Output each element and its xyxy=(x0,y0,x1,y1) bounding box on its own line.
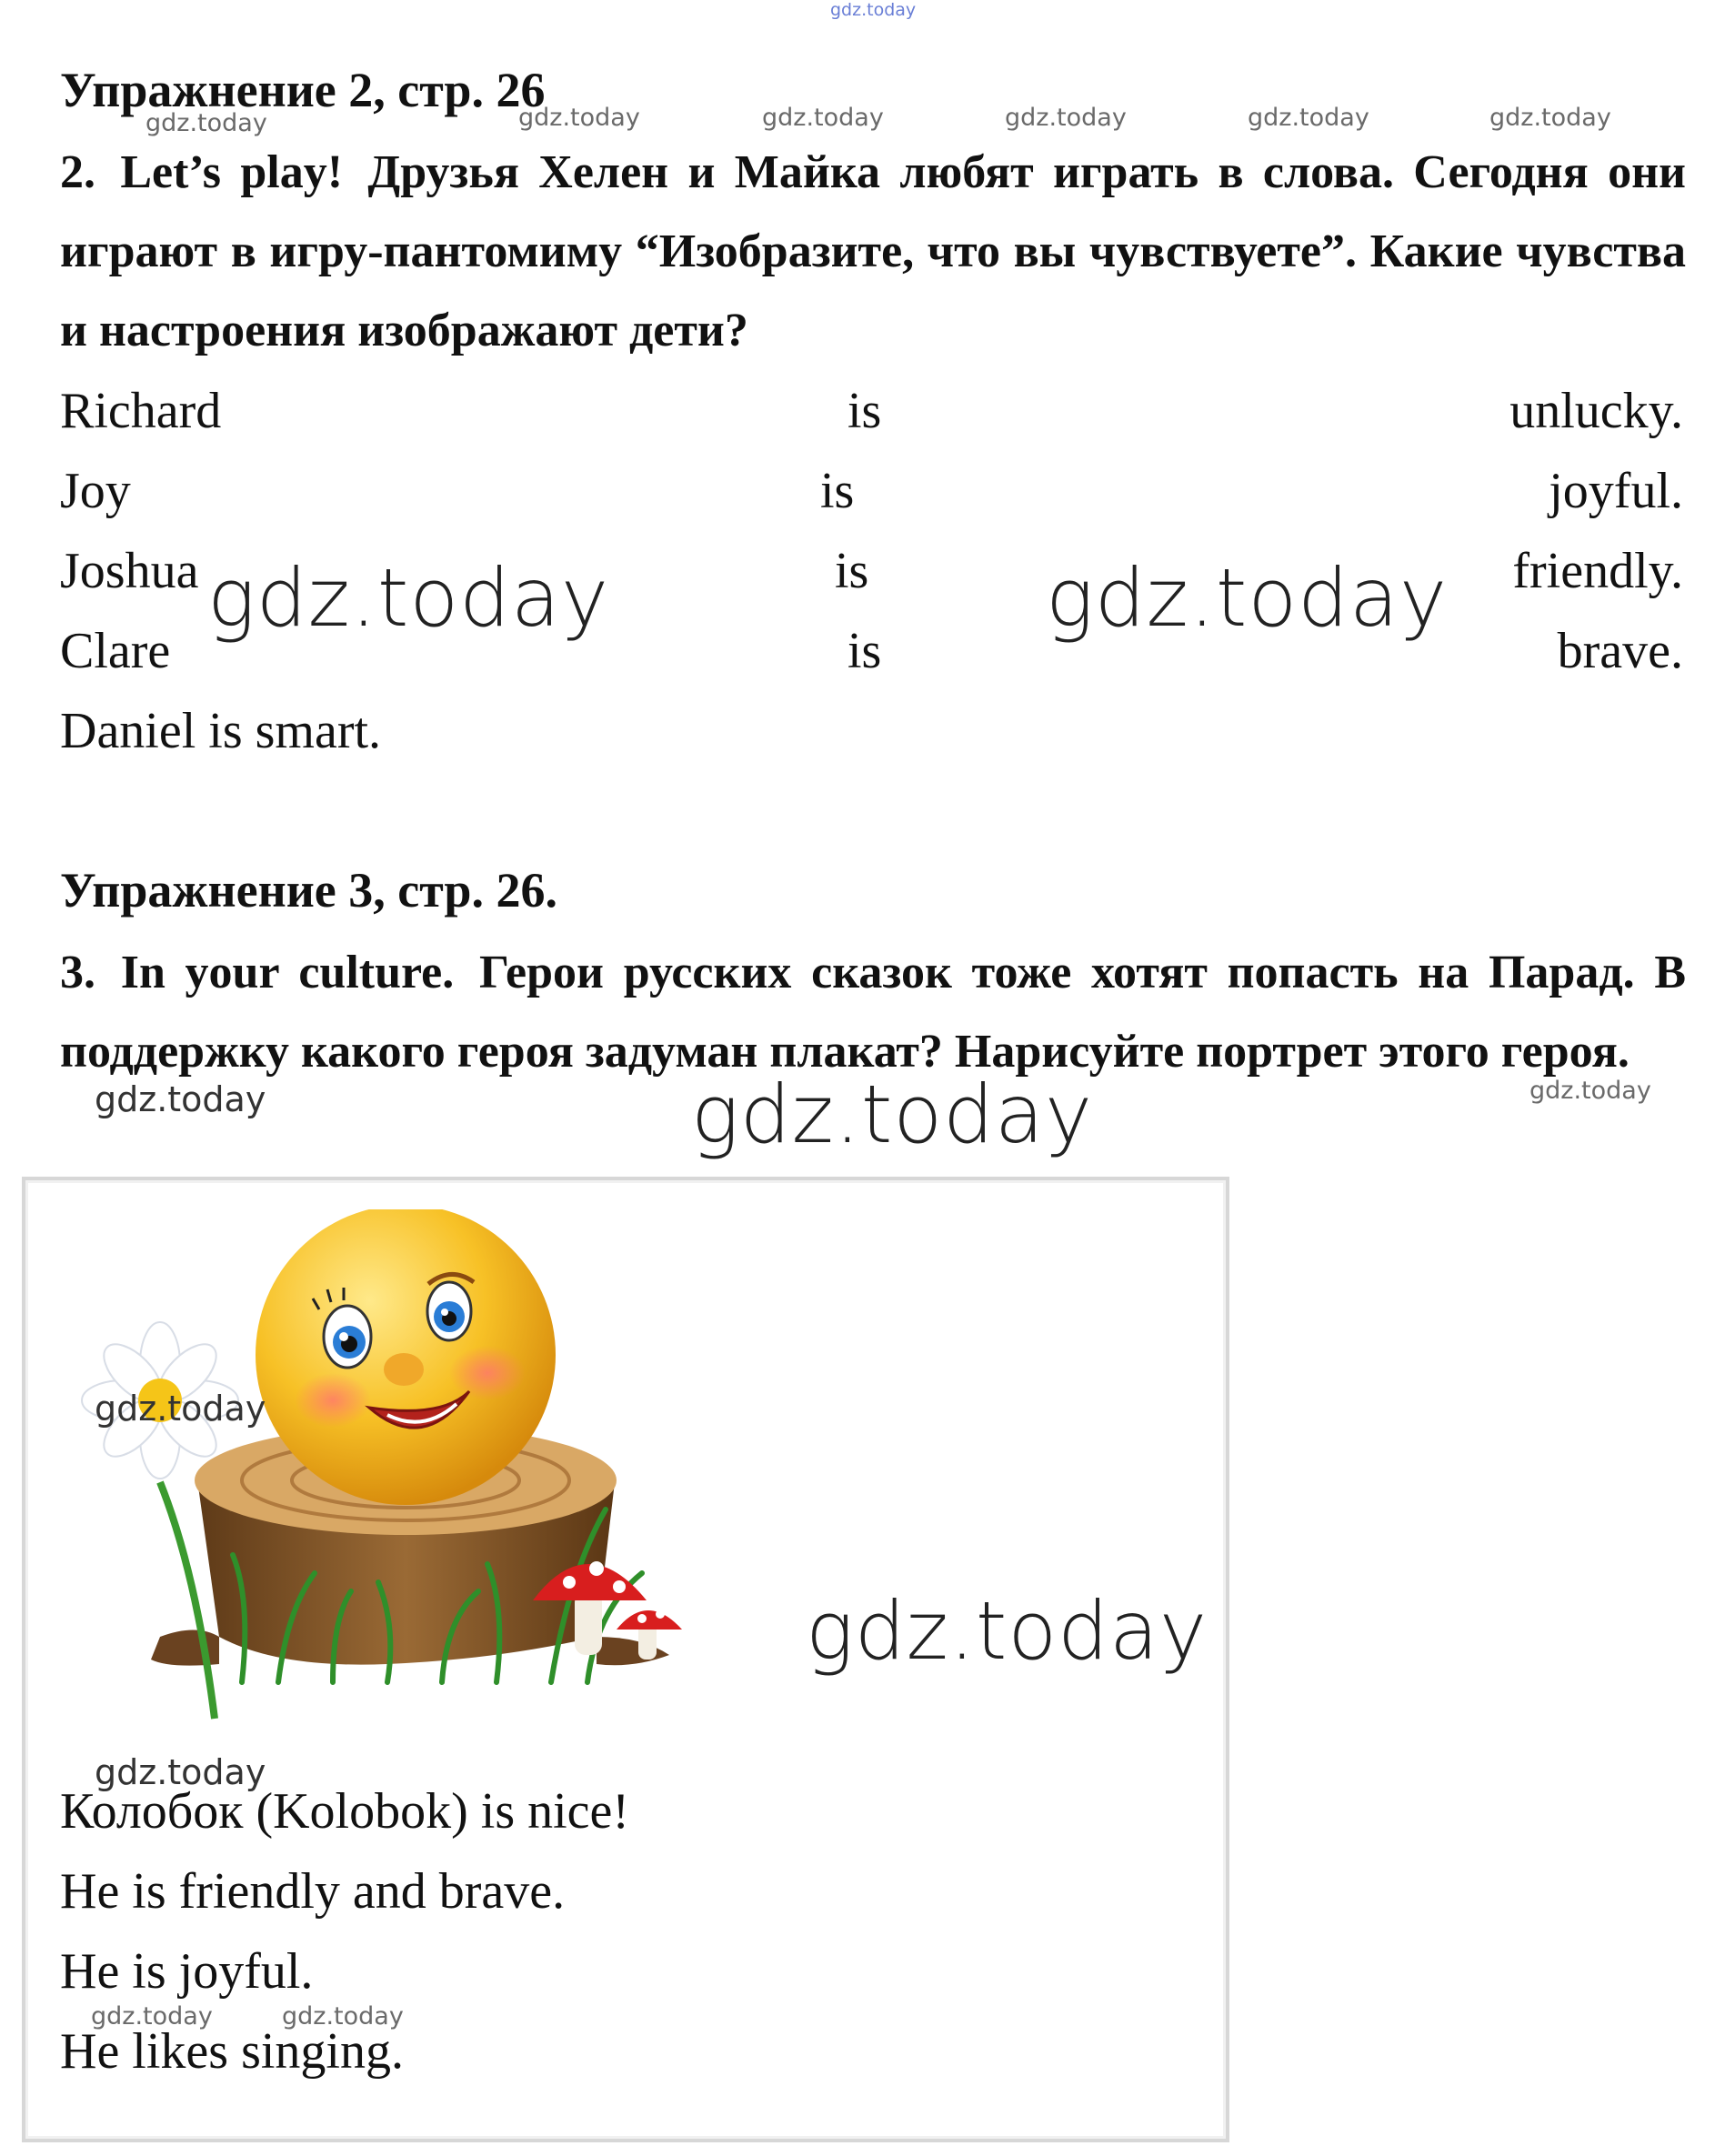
task-instruction: Друзья Хелен и Майка любят играть в слова. Сегодня они играют в игру-пантомиму “Изобразите, что вы чувствуете”. Какие чувства и настроения изображают дети? xyxy=(60,146,1687,356)
watermark: gdz.today xyxy=(518,104,640,132)
watermark: gdz.today xyxy=(1529,1077,1651,1105)
answer-line: Daniel is smart. xyxy=(60,703,382,759)
answer-adjective: friendly. xyxy=(1512,543,1683,599)
answer-adjective: joyful. xyxy=(1549,463,1683,519)
task-title-english: Let’s play! xyxy=(120,146,344,198)
exercise-2-task xyxy=(60,133,1686,370)
watermark: gdz.today xyxy=(282,2002,404,2031)
answer-name: Joshua xyxy=(60,543,199,599)
answer-name: Richard xyxy=(60,383,222,439)
watermark: gdz.today xyxy=(691,1068,1094,1161)
watermark: gdz.today xyxy=(1005,104,1127,132)
task-number: 3. xyxy=(60,947,95,998)
watermark: gdz.today xyxy=(91,2002,213,2031)
exercise-2-heading: Упражнение 2, стр. 26 xyxy=(60,63,546,117)
watermark: gdz.today xyxy=(95,1752,266,1792)
watermark: gdz.today xyxy=(830,0,917,20)
answer-name: Joy xyxy=(60,463,131,519)
watermark: gdz.today xyxy=(95,1079,266,1119)
task-number: 2. xyxy=(60,146,95,198)
task-instruction: Герои русских сказок тоже хотят попасть на Парад. В поддержку какого героя задуман плакат? Нарисуйте портрет этого героя. xyxy=(60,947,1687,1078)
task-title-english: In your culture. xyxy=(120,947,455,998)
answer-verb: is xyxy=(835,543,869,599)
answer-verb: is xyxy=(847,623,882,679)
kolobok-illustration xyxy=(60,1209,697,1737)
watermark: gdz.today xyxy=(1046,551,1449,645)
poster-text-line: He likes singing. xyxy=(60,2023,404,2080)
watermark: gdz.today xyxy=(145,109,267,137)
kolobok-character xyxy=(256,1209,556,1505)
answer-verb: is xyxy=(820,463,855,519)
answer-adjective: brave. xyxy=(1557,623,1683,679)
watermark: gdz.today xyxy=(1489,104,1611,132)
watermark: gdz.today xyxy=(1248,104,1369,132)
poster-text-line: He is joyful. xyxy=(60,1943,314,2000)
answer-verb: is xyxy=(847,383,882,439)
watermark: gdz.today xyxy=(207,551,610,645)
watermark: gdz.today xyxy=(762,104,884,132)
exercise-3-heading: Упражнение 3, стр. 26. xyxy=(60,863,557,918)
watermark: gdz.today xyxy=(806,1584,1209,1678)
answer-adjective: unlucky. xyxy=(1509,383,1683,439)
answer-name: Clare xyxy=(60,623,171,679)
poster-text-line: He is friendly and brave. xyxy=(60,1863,566,1920)
watermark: gdz.today xyxy=(95,1389,266,1429)
poster-text-line: Колобок (Kolobok) is nice! xyxy=(60,1783,630,1840)
